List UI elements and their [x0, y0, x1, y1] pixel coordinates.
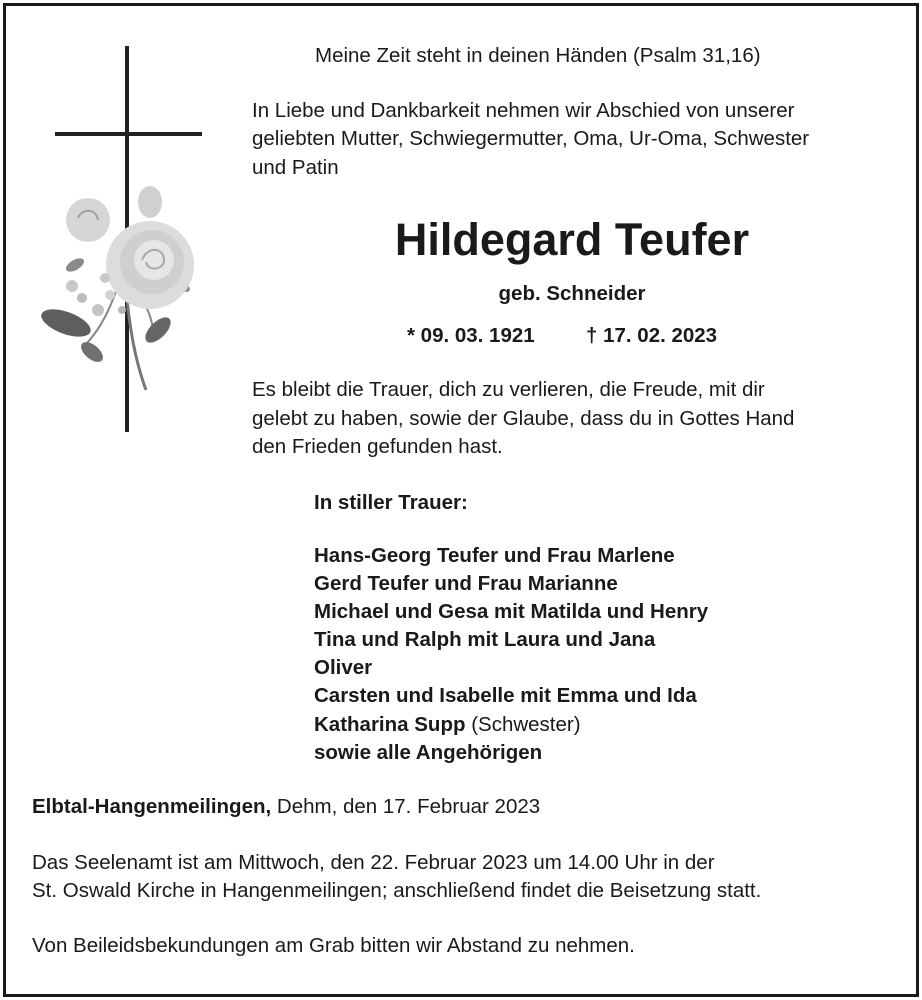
maiden-name: geb. Schneider	[498, 282, 646, 305]
verse-line-3: den Frieden gefunden hast.	[252, 435, 503, 458]
mourner-line: Oliver	[314, 656, 373, 679]
place-date: Dehm, den 17. Februar 2023	[271, 795, 541, 818]
psalm-line: Meine Zeit steht in deinen Händen (Psalm 31,16)	[315, 44, 761, 67]
mourner-line: Michael und Gesa mit Matilda und Henry	[314, 600, 709, 623]
relatives-line: sowie alle Angehörigen	[314, 741, 543, 764]
condolences-line: Von Beileidsbekundungen am Grab bitten wir Abstand zu nehmen.	[32, 934, 635, 957]
mourner-sister-line	[314, 711, 581, 740]
intro-line-3: und Patin	[252, 156, 339, 179]
verse-line-2: gelebt zu haben, sowie der Glaube, dass du in Gottes Hand	[252, 407, 795, 430]
place-date-line	[32, 793, 540, 822]
mourners-heading: In stiller Trauer:	[314, 491, 468, 514]
mourner-line: Gerd Teufer und Frau Marianne	[314, 572, 618, 595]
sister-name: Katharina Supp	[314, 713, 466, 736]
cross-with-roses-icon	[30, 40, 210, 440]
birth-date: * 09. 03. 1921	[407, 324, 535, 347]
intro-line-1: In Liebe und Dankbarkeit nehmen wir Abschied von unserer	[252, 99, 795, 122]
intro-line-2: geliebten Mutter, Schwiegermutter, Oma, Ur-Oma, Schwester	[252, 127, 810, 150]
deceased-name: Hildegard Teufer	[394, 214, 750, 265]
mourner-line: Hans-Georg Teufer und Frau Marlene	[314, 544, 675, 567]
sister-note: (Schwester)	[465, 713, 581, 736]
verse-line-1: Es bleibt die Trauer, dich zu verlieren, die Freude, mit dir	[252, 378, 765, 401]
service-line-2: St. Oswald Kirche in Hangenmeilingen; anschließend findet die Beisetzung statt.	[32, 879, 762, 902]
mourner-line: Tina und Ralph mit Laura und Jana	[314, 628, 656, 651]
mourner-line: Carsten und Isabelle mit Emma und Ida	[314, 684, 697, 707]
service-line-1: Das Seelenamt ist am Mittwoch, den 22. Februar 2023 um 14.00 Uhr in der	[32, 851, 715, 874]
death-date: † 17. 02. 2023	[586, 324, 718, 347]
place-name: Elbtal-Hangenmeilingen,	[32, 795, 272, 818]
